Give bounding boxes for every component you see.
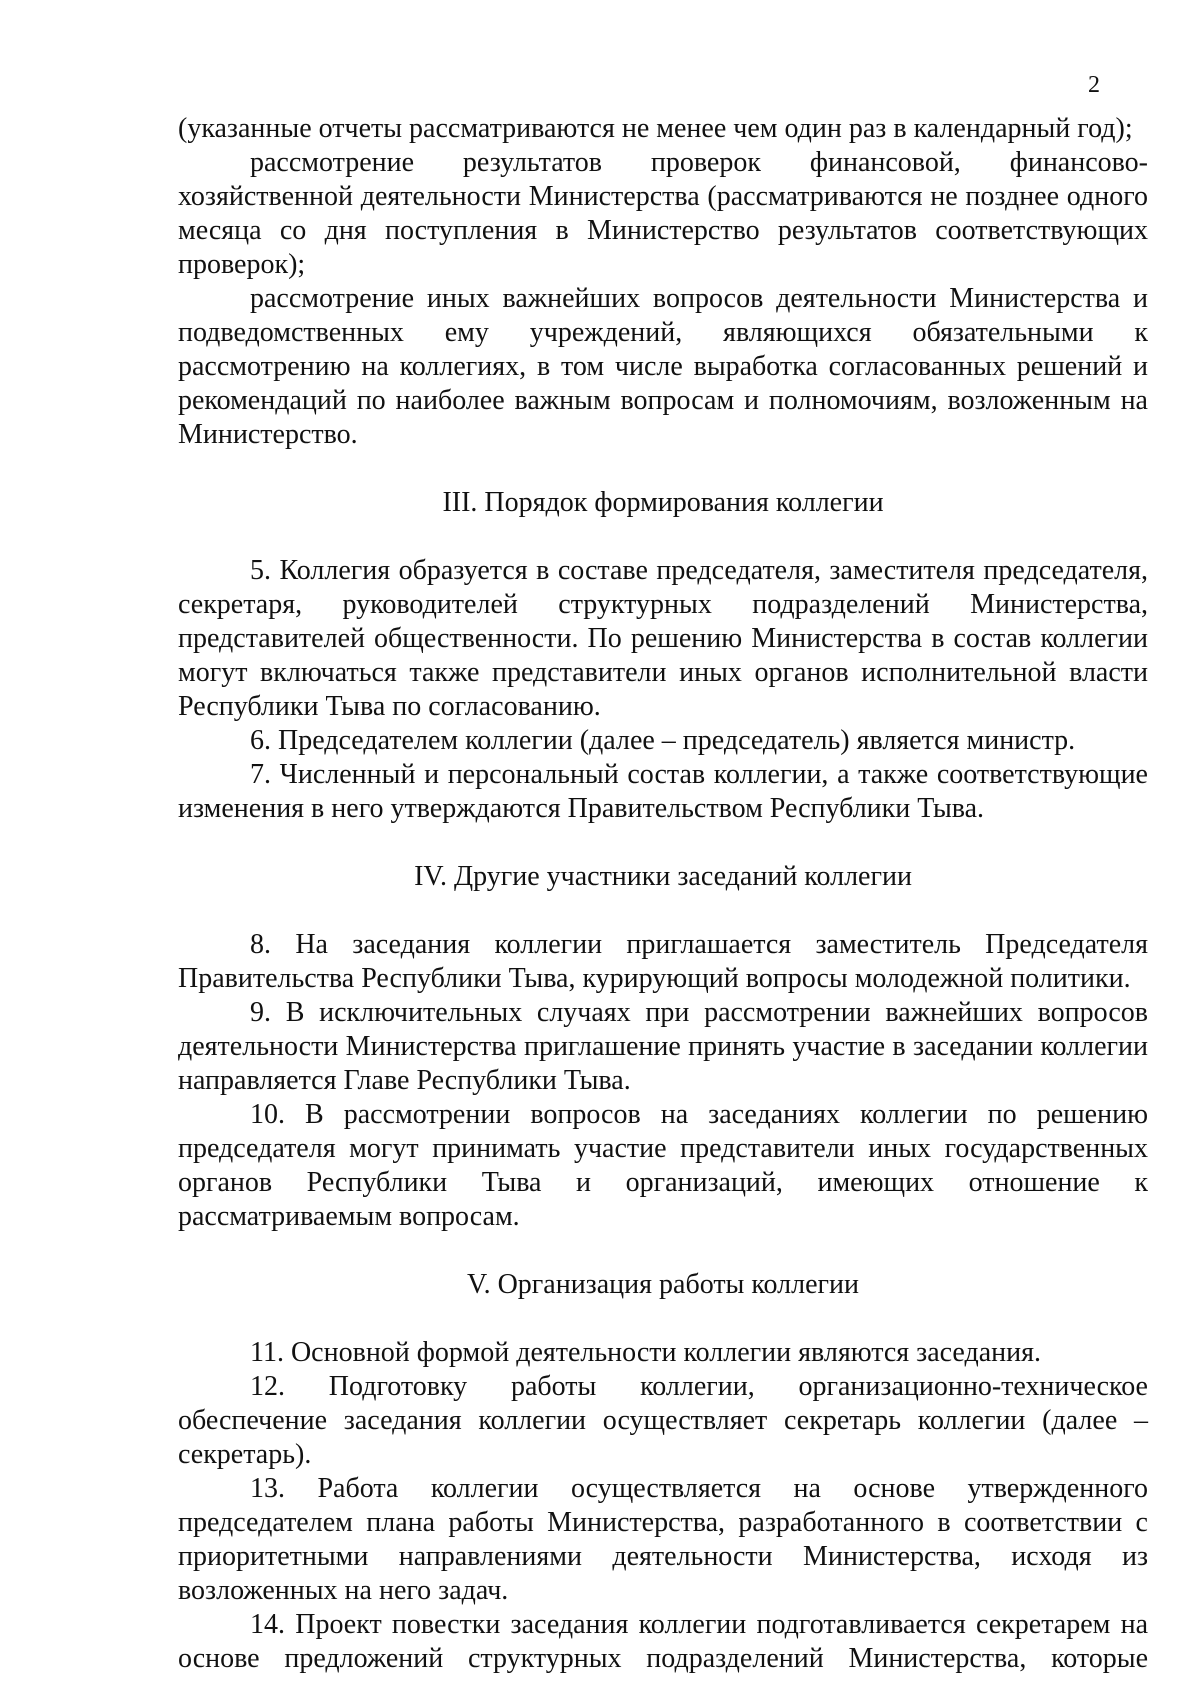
clause-10: 10. В рассмотрении вопросов на заседаниях коллегии по решению председателя могут принимать участие представители иных государственных органов Республики Тыва и организаций, имеющих отношение к рассматриваемым вопросам. [178, 1099, 1148, 1232]
clause-6: 6. Председателем коллегии (далее – председатель) является министр. [250, 725, 1076, 756]
page-number: 2 [1088, 72, 1100, 98]
section-heading-organization: V. Организация работы коллегии [466, 1269, 860, 1300]
paragraph-other-issues: рассмотрение иных важнейших вопросов деятельности Министерства и подведомственных ему учреждений, являющихся обязательными к рассмотрению на коллегиях, в том числе выработка согласованных решений и рекомендаций по наиболее важным вопросам и полномочиям, возложенным на Министерство. [178, 283, 1148, 450]
clause-12: 12. Подготовку работы коллегии, организационно-техническое обеспечение заседания коллегии осуществляет секретарь коллегии (далее – секретарь). [178, 1371, 1148, 1470]
paragraph-audit-results: рассмотрение результатов проверок финансовой, финансово-хозяйственной деятельности Министерства (рассматриваются не позднее одного месяца со дня поступления в Министерство результатов соответствующих проверок); [178, 147, 1148, 280]
clause-14: 14. Проект повестки заседания коллегии подготавливается секретарем на основе предложений структурных подразделений Министерства, которые [178, 1609, 1148, 1674]
clause-9: 9. В исключительных случаях при рассмотрении важнейших вопросов деятельности Министерства приглашение принять участие в заседании коллегии направляется Главе Республики Тыва. [178, 997, 1148, 1096]
clause-5: 5. Коллегия образуется в составе председателя, заместителя председателя, секретаря, руководителей структурных подразделений Министерства, представителей общественности. По решению Министерства в состав коллегии могут включаться также представители иных органов исполнительной власти Республики Тыва по согласованию. [178, 555, 1148, 722]
section-heading-participants: IV. Другие участники заседаний коллегии [414, 861, 912, 892]
clause-8: 8. На заседания коллегии приглашается заместитель Председателя Правительства Республики Тыва, курирующий вопросы молодежной политики. [178, 929, 1148, 994]
clause-11: 11. Основной формой деятельности коллегии являются заседания. [250, 1337, 1041, 1368]
clause-13: 13. Работа коллегии осуществляется на основе утвержденного председателем плана работы Министерства, разработанного в соответствии с приоритетными направлениями деятельности Министерства, исходя из возложенных на него задач. [178, 1473, 1148, 1606]
document-body [178, 112, 1148, 1676]
paragraph-reports-note: (указанные отчеты рассматриваются не менее чем один раз в календарный год); [178, 113, 1133, 144]
clause-7: 7. Численный и персональный состав коллегии, а также соответствующие изменения в него утверждаются Правительством Республики Тыва. [178, 759, 1148, 824]
section-heading-formation: III. Порядок формирования коллегии [442, 487, 884, 518]
